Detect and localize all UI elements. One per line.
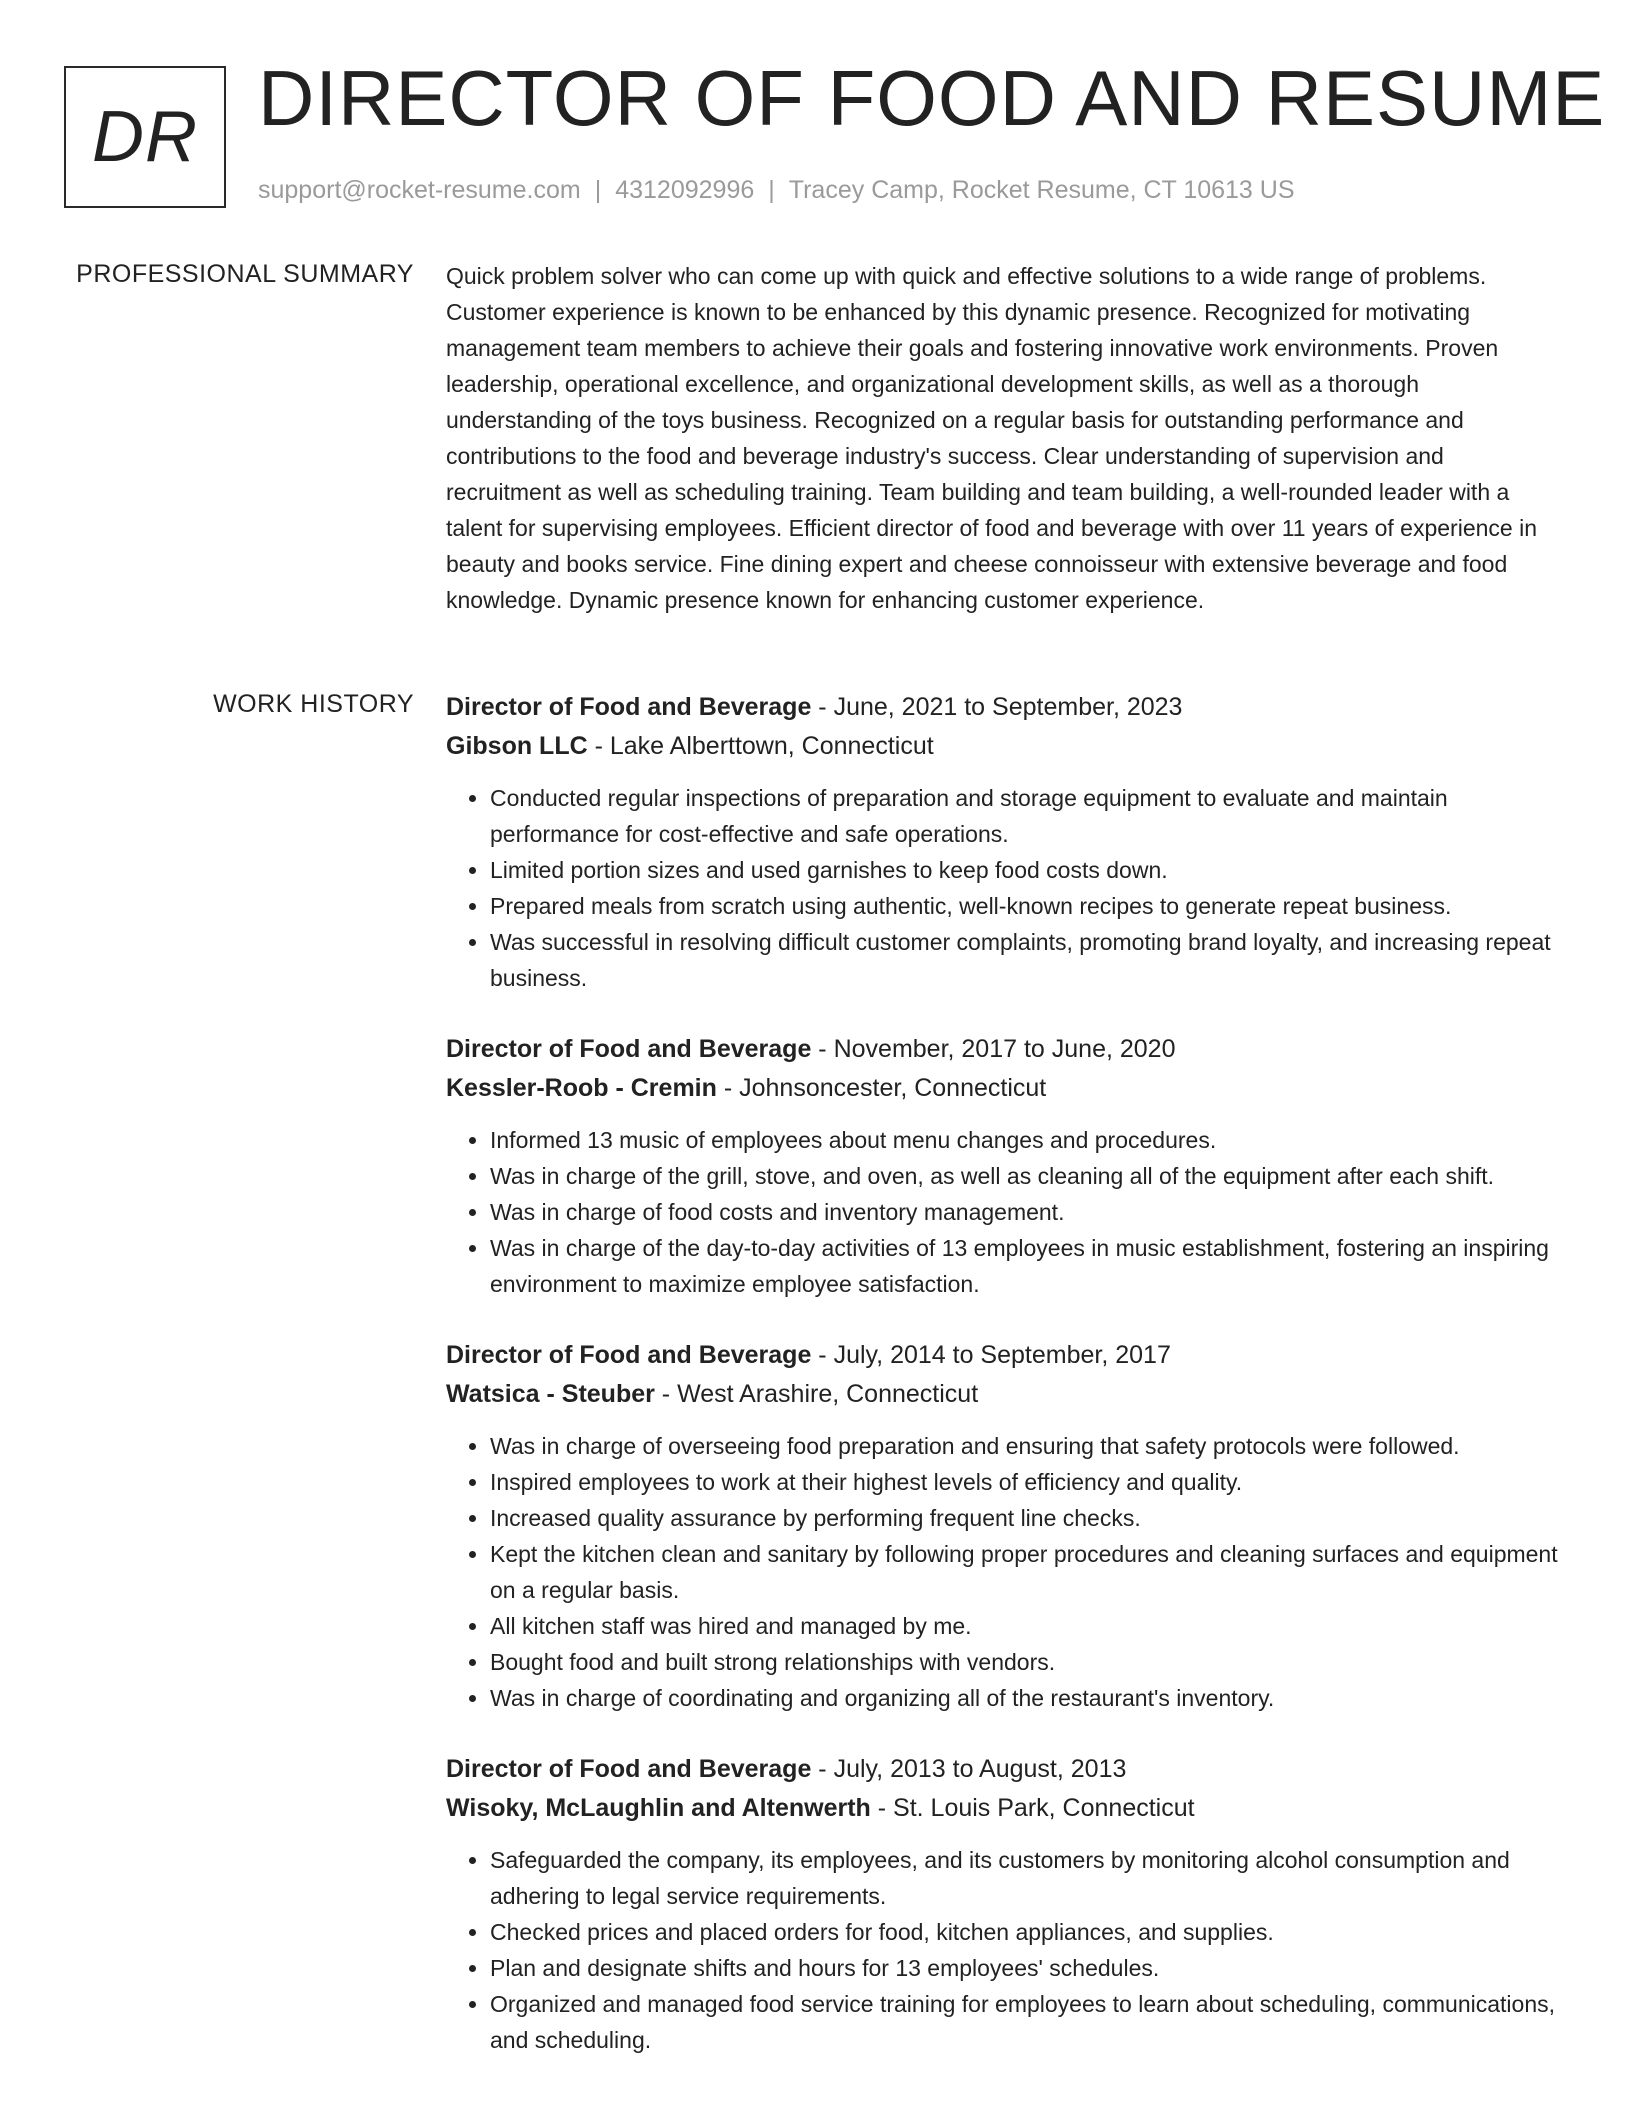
job-title-line: [446, 1336, 1562, 1375]
job-company-line: [446, 1375, 1562, 1414]
job-bullet: • All kitchen staff was hired and managed by me.: [490, 1608, 1562, 1644]
job-company-line: [446, 1069, 1562, 1108]
job-bullet: • Was in charge of overseeing food preparation and ensuring that safety protocols were followed.: [490, 1428, 1562, 1464]
job-bullet: • Kept the kitchen clean and sanitary by following proper procedures and cleaning surfaces and equipment on a regular basis.: [490, 1536, 1562, 1608]
job-company: Kessler-Roob - Cremin: [446, 1074, 717, 1102]
job-bullet: • Was in charge of food costs and inventory management.: [490, 1194, 1562, 1230]
job-bullet: • Was successful in resolving difficult customer complaints, promoting brand loyalty, and increasing repeat business.: [490, 924, 1562, 996]
job-bullet: • Safeguarded the company, its employees, and its customers by monitoring alcohol consumption and adhering to legal service requirements.: [490, 1842, 1562, 1914]
job-bullet: • Plan and designate shifts and hours for 13 employees' schedules.: [490, 1950, 1562, 1986]
job-location: - Lake Alberttown, Connecticut: [587, 732, 934, 760]
job-company: Watsica - Steuber: [446, 1380, 655, 1408]
job-title-line: [446, 1030, 1562, 1069]
work-history-list: [446, 688, 1562, 2092]
job-bullets: [446, 1842, 1562, 2058]
job-entry: [446, 688, 1562, 996]
job-entry: [446, 1336, 1562, 1716]
job-bullet: • Limited portion sizes and used garnishes to keep food costs down.: [490, 852, 1562, 888]
job-bullet: • Was in charge of the grill, stove, and oven, as well as cleaning all of the equipment after each shift.: [490, 1158, 1562, 1194]
contact-separator: |: [594, 176, 602, 204]
job-location: - West Arashire, Connecticut: [654, 1380, 979, 1408]
job-bullet: • Checked prices and placed orders for food, kitchen appliances, and supplies.: [490, 1914, 1562, 1950]
job-bullets: [446, 780, 1562, 996]
job-bullets: [446, 1122, 1562, 1302]
job-company-line: [446, 727, 1562, 766]
job-title-line: [446, 688, 1562, 727]
job-dates: - July, 2014 to September, 2017: [811, 1341, 1171, 1369]
job-bullet: • Bought food and built strong relationships with vendors.: [490, 1644, 1562, 1680]
contact-address: Tracey Camp, Rocket Resume, CT 10613 US: [788, 176, 1295, 204]
job-bullet: • Conducted regular inspections of preparation and storage equipment to evaluate and maintain performance for cost-effective and safe operations.: [490, 780, 1562, 852]
work-history-heading: WORK HISTORY: [213, 690, 414, 718]
job-title: Director of Food and Beverage: [446, 1755, 812, 1783]
job-title: Director of Food and Beverage: [446, 693, 812, 721]
job-bullet: • Prepared meals from scratch using authentic, well-known recipes to generate repeat business.: [490, 888, 1562, 924]
job-title: Director of Food and Beverage: [446, 1035, 812, 1063]
page-title: DIRECTOR OF FOOD AND RESUME: [258, 54, 1606, 142]
job-bullet: • Inspired employees to work at their highest levels of efficiency and quality.: [490, 1464, 1562, 1500]
job-bullet: • Was in charge of the day-to-day activities of 13 employees in music establishment, fostering an inspiring environment to maximize employee satisfaction.: [490, 1230, 1562, 1302]
monogram-badge: [64, 66, 226, 208]
job-dates: - June, 2021 to September, 2023: [811, 693, 1183, 721]
job-dates: - November, 2017 to June, 2020: [811, 1035, 1176, 1063]
contact-separator: |: [768, 176, 775, 204]
job-dates: - July, 2013 to August, 2013: [811, 1755, 1127, 1783]
job-bullet: • Was in charge of coordinating and organizing all of the restaurant's inventory.: [490, 1680, 1562, 1716]
job-company-line: [446, 1789, 1562, 1828]
job-company: Gibson LLC: [446, 732, 588, 760]
job-title: Director of Food and Beverage: [446, 1341, 812, 1369]
job-entry: [446, 1750, 1562, 2058]
job-bullet: • Increased quality assurance by performing frequent line checks.: [490, 1500, 1562, 1536]
job-bullet: • Organized and managed food service training for employees to learn about scheduling, communications, and scheduling.: [490, 1986, 1562, 2058]
job-title-line: [446, 1750, 1562, 1789]
job-bullets: [446, 1428, 1562, 1716]
contact-email: support@rocket-resume.com: [258, 176, 581, 204]
monogram-text: DR: [92, 97, 198, 177]
summary-heading: PROFESSIONAL SUMMARY: [76, 260, 414, 288]
job-location: - St. Louis Park, Connecticut: [870, 1794, 1195, 1822]
summary-text: Quick problem solver who can come up with quick and effective solutions to a wide range of problems. Customer experience is known to be enhanced by this dynamic presence. Recognized for motivating management team members to achieve their goals and fostering innovative work environments. Proven leadership, operational excellence, and organizational development skills, as well as a thorough understanding of the toys business. Recognized on a regular basis for outstanding performance and contributions to the food and beverage industry's success. Clear understanding of supervision and recruitment as well as scheduling training. Team building and team building, a well-rounded leader with a talent for supervising employees. Efficient director of food and beverage with over 11 years of experience in beauty and books service. Fine dining expert and cheese connoisseur with extensive beverage and food knowledge. Dynamic presence known for enhancing customer experience.: [446, 263, 1537, 613]
contact-line: [258, 176, 1295, 205]
job-bullet: • Informed 13 music of employees about menu changes and procedures.: [490, 1122, 1562, 1158]
contact-phone: 4312092996: [615, 176, 755, 204]
job-entry: [446, 1030, 1562, 1302]
job-company: Wisoky, McLaughlin and Altenwerth: [446, 1794, 871, 1822]
job-location: - Johnsoncester, Connecticut: [716, 1074, 1047, 1102]
